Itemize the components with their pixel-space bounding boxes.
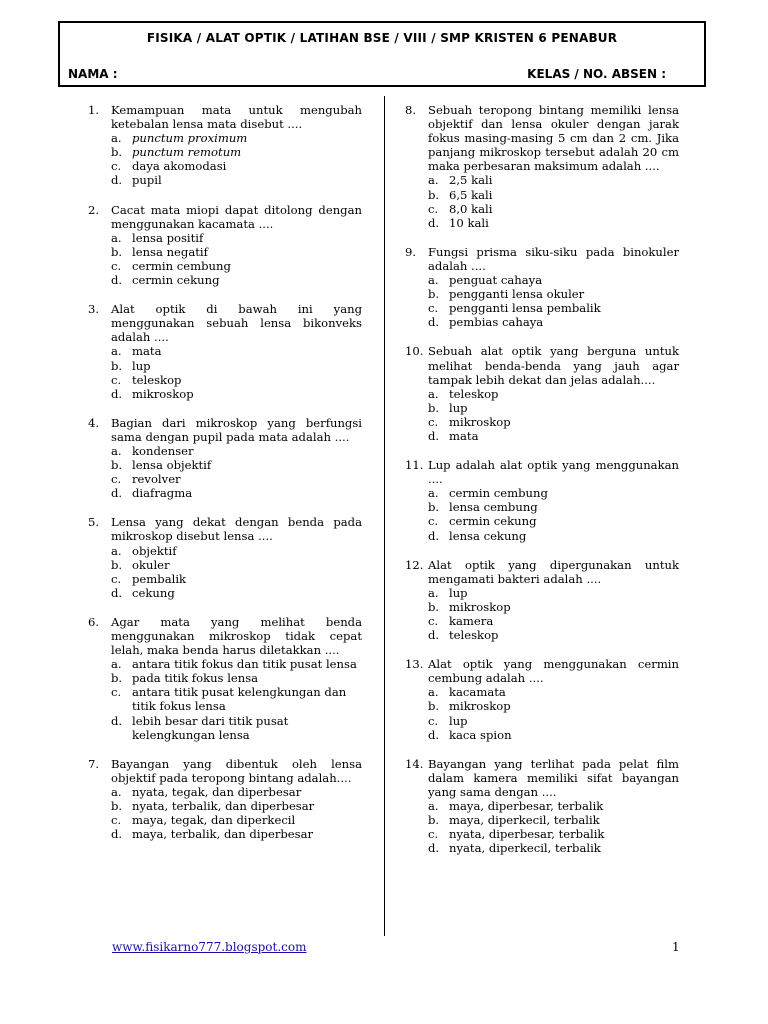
question-item xyxy=(88,302,362,401)
option-text: okuler xyxy=(132,557,170,572)
option-letter: a. xyxy=(111,230,122,245)
question-text: Sebuah teropong bintang memiliki lensa objektif dan lensa okuler dengan jarak fokus masing-masing 5 cm dan 2 cm. Jika panjang mikroskop tersebut adalah 20 cm maka perbesaran maksimum adalah .... xyxy=(428,103,679,174)
option-letter: a. xyxy=(428,685,439,700)
option-letter: c. xyxy=(428,514,439,529)
answer-option xyxy=(111,159,362,173)
answer-option xyxy=(428,173,679,187)
question-number: 6. xyxy=(88,614,100,629)
answer-option xyxy=(111,785,362,799)
option-text: pembalik xyxy=(132,571,187,586)
option-letter: c. xyxy=(428,414,439,429)
option-text: objektif xyxy=(132,543,177,558)
answer-option xyxy=(428,273,679,287)
answer-option xyxy=(428,188,679,202)
question-item xyxy=(405,103,679,230)
option-letter: a. xyxy=(111,657,122,672)
answer-option xyxy=(428,586,679,600)
option-letter: d. xyxy=(111,585,123,600)
answer-options xyxy=(111,785,362,841)
option-text: nyata, diperkecil, terbalik xyxy=(449,841,601,856)
option-letter: a. xyxy=(111,344,122,359)
option-text: lensa negatif xyxy=(132,244,208,259)
question-text: Bayangan yang terlihat pada pelat film dalam kamera memiliki sifat bayangan yang sama dengan .... xyxy=(428,756,679,799)
option-letter: b. xyxy=(111,358,123,373)
option-letter: b. xyxy=(111,458,123,473)
answer-option xyxy=(111,359,362,373)
option-text: punctum proximum xyxy=(132,131,248,146)
option-text: penguat cahaya xyxy=(449,273,543,288)
question-number: 4. xyxy=(88,415,100,430)
option-text: pengganti lensa okuler xyxy=(449,287,585,302)
answer-options xyxy=(428,586,679,642)
answer-option xyxy=(111,387,362,401)
option-text: cermin cembung xyxy=(449,486,548,501)
answer-option xyxy=(111,486,362,500)
option-text: lebih besar dari titik pusat kelengkungan lensa xyxy=(132,713,289,742)
answer-options xyxy=(111,131,362,187)
option-text: antara titik pusat kelengkungan dan titik fokus lensa xyxy=(132,685,347,714)
answer-option xyxy=(428,728,679,742)
question-number: 14. xyxy=(405,756,424,771)
option-text: nyata, tegak, dan diperbesar xyxy=(132,784,302,799)
question-item xyxy=(88,203,362,288)
option-letter: b. xyxy=(428,599,440,614)
answer-option xyxy=(428,216,679,230)
option-text: maya, tegak, dan diperkecil xyxy=(132,813,296,828)
question-text: Bagian dari mikroskop yang berfungsi sama dengan pupil pada mata adalah .... xyxy=(111,415,362,444)
option-letter: c. xyxy=(111,258,122,273)
question-text: Agar mata yang melihat benda menggunakan mikroskop tidak cepat lelah, maka benda harus diletakkan .... xyxy=(111,614,362,658)
option-text: lensa cembung xyxy=(449,500,538,515)
option-text: cekung xyxy=(132,585,175,600)
answer-option xyxy=(428,315,679,329)
answer-option xyxy=(111,586,362,600)
option-text: nyata, terbalik, dan diperbesar xyxy=(132,799,315,814)
option-letter: c. xyxy=(111,813,122,828)
option-text: pembias cahaya xyxy=(449,315,544,330)
option-text: lensa objektif xyxy=(132,458,212,473)
question-text: Lensa yang dekat dengan benda pada mikroskop disebut lensa .... xyxy=(111,515,362,544)
option-letter: a. xyxy=(428,173,439,188)
option-text: punctum remotum xyxy=(132,145,242,160)
question-text: Alat optik yang dipergunakan untuk mengamati bakteri adalah .... xyxy=(428,557,679,586)
option-letter: d. xyxy=(111,827,123,842)
option-letter: a. xyxy=(428,585,439,600)
option-text: 10 kali xyxy=(449,215,489,230)
option-text: kacamata xyxy=(449,685,506,700)
option-text: daya akomodasi xyxy=(132,159,227,174)
answer-options xyxy=(428,387,679,443)
question-item xyxy=(405,757,679,856)
question-number: 10. xyxy=(405,344,424,359)
option-text: cermin cembung xyxy=(132,258,231,273)
answer-option xyxy=(428,301,679,315)
question-item xyxy=(405,458,679,543)
question-number: 9. xyxy=(405,244,417,259)
option-letter: c. xyxy=(428,827,439,842)
question-item xyxy=(88,416,362,501)
question-number: 12. xyxy=(405,557,424,572)
answer-options xyxy=(111,231,362,287)
option-text: kondenser xyxy=(132,443,194,458)
option-letter: a. xyxy=(111,443,122,458)
option-letter: b. xyxy=(111,557,123,572)
option-letter: d. xyxy=(428,428,440,443)
question-text: Alat optik yang menggunakan cermin cembung adalah .... xyxy=(428,657,679,686)
option-text: cermin cekung xyxy=(449,514,537,529)
answer-option xyxy=(428,486,679,500)
answer-options xyxy=(428,173,679,229)
question-number: 8. xyxy=(405,103,417,117)
option-letter: b. xyxy=(111,244,123,259)
answer-option xyxy=(111,827,362,841)
answer-option xyxy=(428,799,679,813)
option-letter: b. xyxy=(428,699,440,714)
option-letter: c. xyxy=(111,472,122,487)
answer-option xyxy=(111,671,362,685)
option-letter: b. xyxy=(428,813,440,828)
option-text: maya, terbalik, dan diperbesar xyxy=(132,827,314,842)
option-letter: c. xyxy=(111,159,122,174)
answer-option xyxy=(111,458,362,472)
option-text: lup xyxy=(449,585,468,600)
option-text: nyata, diperbesar, terbalik xyxy=(449,827,605,842)
page-number: 1 xyxy=(672,940,680,954)
question-item xyxy=(405,558,679,643)
question-text: Kemampuan mata untuk mengubah ketebalan lensa mata disebut .... xyxy=(111,103,362,132)
option-text: lensa cekung xyxy=(449,528,527,543)
option-letter: c. xyxy=(111,372,122,387)
option-letter: d. xyxy=(111,486,123,501)
answer-option xyxy=(111,572,362,586)
option-text: mata xyxy=(132,344,162,359)
option-letter: c. xyxy=(428,713,439,728)
option-text: lup xyxy=(132,358,151,373)
question-text: Alat optik di bawah ini yang menggunakan sebuah lensa bikonveks adalah .... xyxy=(111,302,362,345)
answer-option xyxy=(428,287,679,301)
answer-options xyxy=(428,799,679,855)
answer-options xyxy=(111,444,362,500)
answer-option xyxy=(111,373,362,387)
right-question-column xyxy=(405,103,679,870)
answer-option xyxy=(111,231,362,245)
answer-option xyxy=(428,415,679,429)
option-text: teleskop xyxy=(449,386,499,401)
option-text: mikroskop xyxy=(449,699,511,714)
answer-option xyxy=(111,685,362,713)
option-text: teleskop xyxy=(132,372,182,387)
answer-option xyxy=(428,813,679,827)
option-text: 2,5 kali xyxy=(449,173,493,188)
answer-option xyxy=(111,544,362,558)
class-number-label: KELAS / NO. ABSEN : xyxy=(527,67,666,81)
answer-option xyxy=(111,131,362,145)
option-letter: a. xyxy=(111,543,122,558)
answer-option xyxy=(428,401,679,415)
answer-option xyxy=(428,514,679,528)
option-letter: d. xyxy=(428,215,440,230)
question-number: 11. xyxy=(405,458,424,473)
option-letter: d. xyxy=(428,315,440,330)
question-number: 7. xyxy=(88,756,100,771)
answer-option xyxy=(428,614,679,628)
answer-option xyxy=(111,657,362,671)
question-number: 5. xyxy=(88,515,100,530)
question-number: 1. xyxy=(88,103,100,117)
option-text: pada titik fokus lensa xyxy=(132,671,259,686)
option-text: lup xyxy=(449,400,468,415)
header-box xyxy=(58,21,706,87)
option-letter: a. xyxy=(111,131,122,146)
answer-options xyxy=(428,685,679,741)
answer-option xyxy=(111,173,362,187)
answer-option xyxy=(111,273,362,287)
option-letter: a. xyxy=(428,386,439,401)
question-item xyxy=(405,245,679,330)
option-letter: a. xyxy=(428,486,439,501)
option-letter: d. xyxy=(428,841,440,856)
answer-option xyxy=(111,444,362,458)
answer-option xyxy=(428,529,679,543)
option-text: antara titik fokus dan titik pusat lensa xyxy=(132,657,357,672)
option-text: diafragma xyxy=(132,486,193,501)
option-letter: c. xyxy=(428,201,439,216)
option-text: maya, diperbesar, terbalik xyxy=(449,799,604,814)
answer-option xyxy=(428,429,679,443)
left-question-column xyxy=(88,103,362,856)
answer-options xyxy=(111,657,362,742)
answer-option xyxy=(428,827,679,841)
answer-options xyxy=(428,486,679,542)
answer-option xyxy=(111,813,362,827)
option-letter: d. xyxy=(111,273,123,288)
question-item xyxy=(88,757,362,842)
question-text: Sebuah alat optik yang berguna untuk melihat benda-benda yang jauh agar tampak lebih dekat dan jelas adalah.... xyxy=(428,344,679,387)
option-text: teleskop xyxy=(449,628,499,643)
answer-option xyxy=(428,699,679,713)
option-letter: c. xyxy=(428,614,439,628)
question-number: 13. xyxy=(405,657,424,672)
answer-option xyxy=(428,685,679,699)
option-letter: a. xyxy=(428,799,439,814)
option-letter: a. xyxy=(111,784,122,799)
question-text: Bayangan yang dibentuk oleh lensa objektif pada teropong bintang adalah.... xyxy=(111,756,362,785)
answer-option xyxy=(111,799,362,813)
option-letter: b. xyxy=(428,287,440,302)
option-text: pengganti lensa pembalik xyxy=(449,301,601,316)
option-letter: c. xyxy=(111,571,122,586)
answer-option xyxy=(428,500,679,514)
answer-option xyxy=(111,344,362,358)
option-letter: b. xyxy=(111,799,123,814)
answer-options xyxy=(428,273,679,329)
question-item xyxy=(88,615,362,742)
option-letter: b. xyxy=(428,400,440,415)
option-text: mikroskop xyxy=(132,386,194,401)
question-item xyxy=(405,657,679,742)
question-number: 3. xyxy=(88,302,100,317)
answer-option xyxy=(428,202,679,216)
answer-option xyxy=(428,387,679,401)
name-label: NAMA : xyxy=(68,67,118,81)
option-letter: d. xyxy=(428,727,440,742)
option-letter: b. xyxy=(111,671,123,686)
answer-option xyxy=(111,245,362,259)
answer-option xyxy=(428,714,679,728)
option-letter: b. xyxy=(428,187,440,202)
option-text: kaca spion xyxy=(449,727,512,742)
option-text: revolver xyxy=(132,472,181,487)
option-text: lup xyxy=(449,713,468,728)
answer-option xyxy=(111,472,362,486)
answer-option xyxy=(428,841,679,855)
document-title: FISIKA / ALAT OPTIK / LATIHAN BSE / VIII / SMP KRISTEN 6 PENABUR xyxy=(146,31,618,45)
question-number: 2. xyxy=(88,202,100,217)
option-text: kamera xyxy=(449,614,494,628)
option-letter: c. xyxy=(428,301,439,316)
option-text: 6,5 kali xyxy=(449,187,493,202)
question-text: Fungsi prisma siku-siku pada binokuler adalah .... xyxy=(428,244,679,273)
option-letter: a. xyxy=(428,273,439,288)
question-item xyxy=(88,103,362,188)
footer-blog-link[interactable]: www.fisikarno777.blogspot.com xyxy=(112,940,307,954)
answer-option xyxy=(428,628,679,642)
option-letter: d. xyxy=(428,628,440,643)
column-divider xyxy=(384,96,385,936)
option-text: lensa positif xyxy=(132,230,204,245)
answer-option xyxy=(111,145,362,159)
answer-options xyxy=(111,544,362,600)
option-text: mikroskop xyxy=(449,414,511,429)
answer-options xyxy=(111,344,362,400)
question-text: Lup adalah alat optik yang menggunakan .... xyxy=(428,458,679,487)
option-text: mikroskop xyxy=(449,599,511,614)
question-item xyxy=(88,515,362,600)
option-text: 8,0 kali xyxy=(449,201,493,216)
option-letter: d. xyxy=(111,713,123,728)
option-text: cermin cekung xyxy=(132,273,220,288)
answer-option xyxy=(111,714,362,742)
option-letter: d. xyxy=(428,528,440,543)
answer-option xyxy=(111,259,362,273)
option-letter: b. xyxy=(111,145,123,160)
question-text: Cacat mata miopi dapat ditolong dengan menggunakan kacamata .... xyxy=(111,202,362,231)
option-letter: d. xyxy=(111,173,123,188)
answer-option xyxy=(111,558,362,572)
option-text: maya, diperkecil, terbalik xyxy=(449,813,600,828)
option-letter: d. xyxy=(111,386,123,401)
option-letter: b. xyxy=(428,500,440,515)
question-item xyxy=(405,344,679,443)
option-letter: c. xyxy=(111,685,122,700)
option-text: mata xyxy=(449,428,479,443)
option-text: pupil xyxy=(132,173,162,188)
answer-option xyxy=(428,600,679,614)
